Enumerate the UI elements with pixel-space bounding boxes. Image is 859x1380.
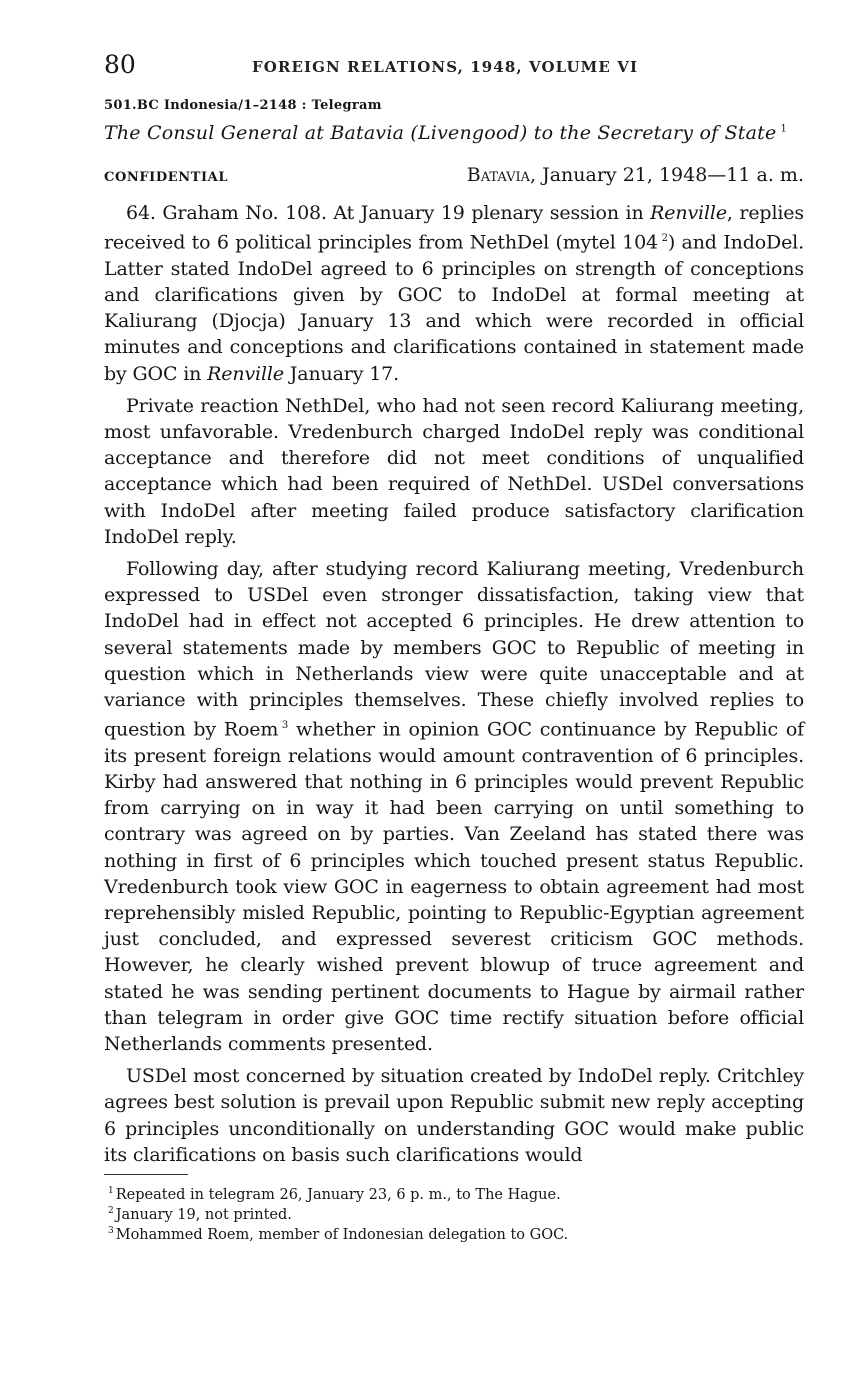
paragraph-4: USDel most concerned by situation created by IndoDel reply. Critchley agrees best solution is prevail upon Republic submit new reply accepting 6 principles unconditionally on understanding GOC would make public its clarifications on basis such clarifications would: [104, 1065, 804, 1166]
footnotes: [104, 1183, 804, 1242]
footnote-ref-3: 3: [281, 720, 289, 732]
footnote-ref-1: 1: [780, 123, 787, 135]
footnote-ref-2: 2: [661, 233, 668, 245]
classification-label: CONFIDENTIAL: [104, 170, 229, 185]
footnote: [108, 1223, 804, 1243]
paragraph-text: Following day, after studying record Kaliurang meeting, Vredenburch expressed to USDel even stronger dissatisfaction, taking view that IndoDel had in effect not accepted 6 principles. He drew attention to several statements made by members GOC to Republic of meeting in question which in Netherlands view were quite unacceptable and at variance with principles themselves. These chiefly involved replies to question by Roem: [104, 557, 804, 741]
paragraph-text: , replies received to 6 political principles from NethDel (mytel 104: [104, 202, 804, 254]
footnote-divider: [104, 1174, 188, 1175]
page-header: [104, 48, 804, 86]
document-page: [104, 48, 804, 1242]
paragraph-text: January 17.: [283, 362, 399, 385]
running-head: FOREIGN RELATIONS, 1948, VOLUME VI: [252, 58, 639, 76]
dateline: [104, 164, 804, 194]
paragraph-1: [104, 200, 804, 387]
paragraph-text: 64. Graham No. 108. At January 19 plenary session in: [126, 202, 651, 224]
footnote-mark: 3: [108, 1225, 114, 1236]
document-title: [104, 122, 804, 144]
document-title-text: The Consul General at Batavia (Livengood) to the Secretary of State: [104, 122, 777, 144]
paragraph-text: ) and IndoDel. Latter stated IndoDel agreed to 6 principles on strength of conceptions and clarifications given by GOC to IndoDel at formal meeting at Kaliurang (Djocja) January 13 and which were recorded in official minutes and conceptions and clarifications contained in statement made by GOC in: [104, 231, 805, 385]
footnote-mark: 2: [108, 1205, 114, 1216]
place-name: Batavia: [466, 164, 531, 186]
footnote-text: Mohammed Roem, member of Indonesian delegation to GOC.: [115, 1226, 569, 1243]
ship-name: Renville: [650, 202, 727, 224]
page-number: 80: [104, 50, 136, 79]
footnote-text: Repeated in telegram 26, January 23, 6 p. m., to The Hague.: [115, 1186, 561, 1203]
file-reference: 501.BC Indonesia/1–2148 : Telegram: [104, 98, 382, 113]
paragraph-2: Private reaction NethDel, who had not seen record Kaliurang meeting, most unfavorable. Vredenburch charged IndoDel reply was conditional acceptance and therefore did not meet conditions of unqualified acceptance which had been required of NethDel. USDel conversations with IndoDel after meeting failed produce satisfactory clarification IndoDel reply.: [104, 394, 804, 548]
paragraph-3: [104, 556, 804, 1057]
paragraph-text: whether in opinion GOC continuance by Republic of its present foreign relations would amount contravention of 6 principles. Kirby had answered that nothing in 6 principles would prevent Republic from carrying on in way it had been carrying on until something to contrary was agreed on by parties. Van Zeeland has stated there was nothing in first of 6 principles which touched present status Republic. Vredenburch took view GOC in eagerness to obtain agreement had most reprehensibly misled Republic, pointing to Republic-Egyptian agreement just concluded, and expressed severest criticism GOC methods. However, he clearly wished prevent blowup of truce agreement and stated he was sending pertinent documents to Hague by airmail rather than telegram in order give GOC time rectify situation before official Netherlands comments presented.: [104, 718, 804, 1055]
place-date: [467, 164, 804, 186]
footnote: [108, 1203, 804, 1223]
telegram-body: [104, 200, 804, 1168]
footnote-text: January 19, not printed.: [115, 1206, 292, 1223]
footnote-mark: 1: [108, 1185, 114, 1196]
date-time: , January 21, 1948—11 a. m.: [530, 164, 804, 186]
ship-name: Renville: [207, 362, 284, 385]
footnote: [108, 1183, 804, 1203]
